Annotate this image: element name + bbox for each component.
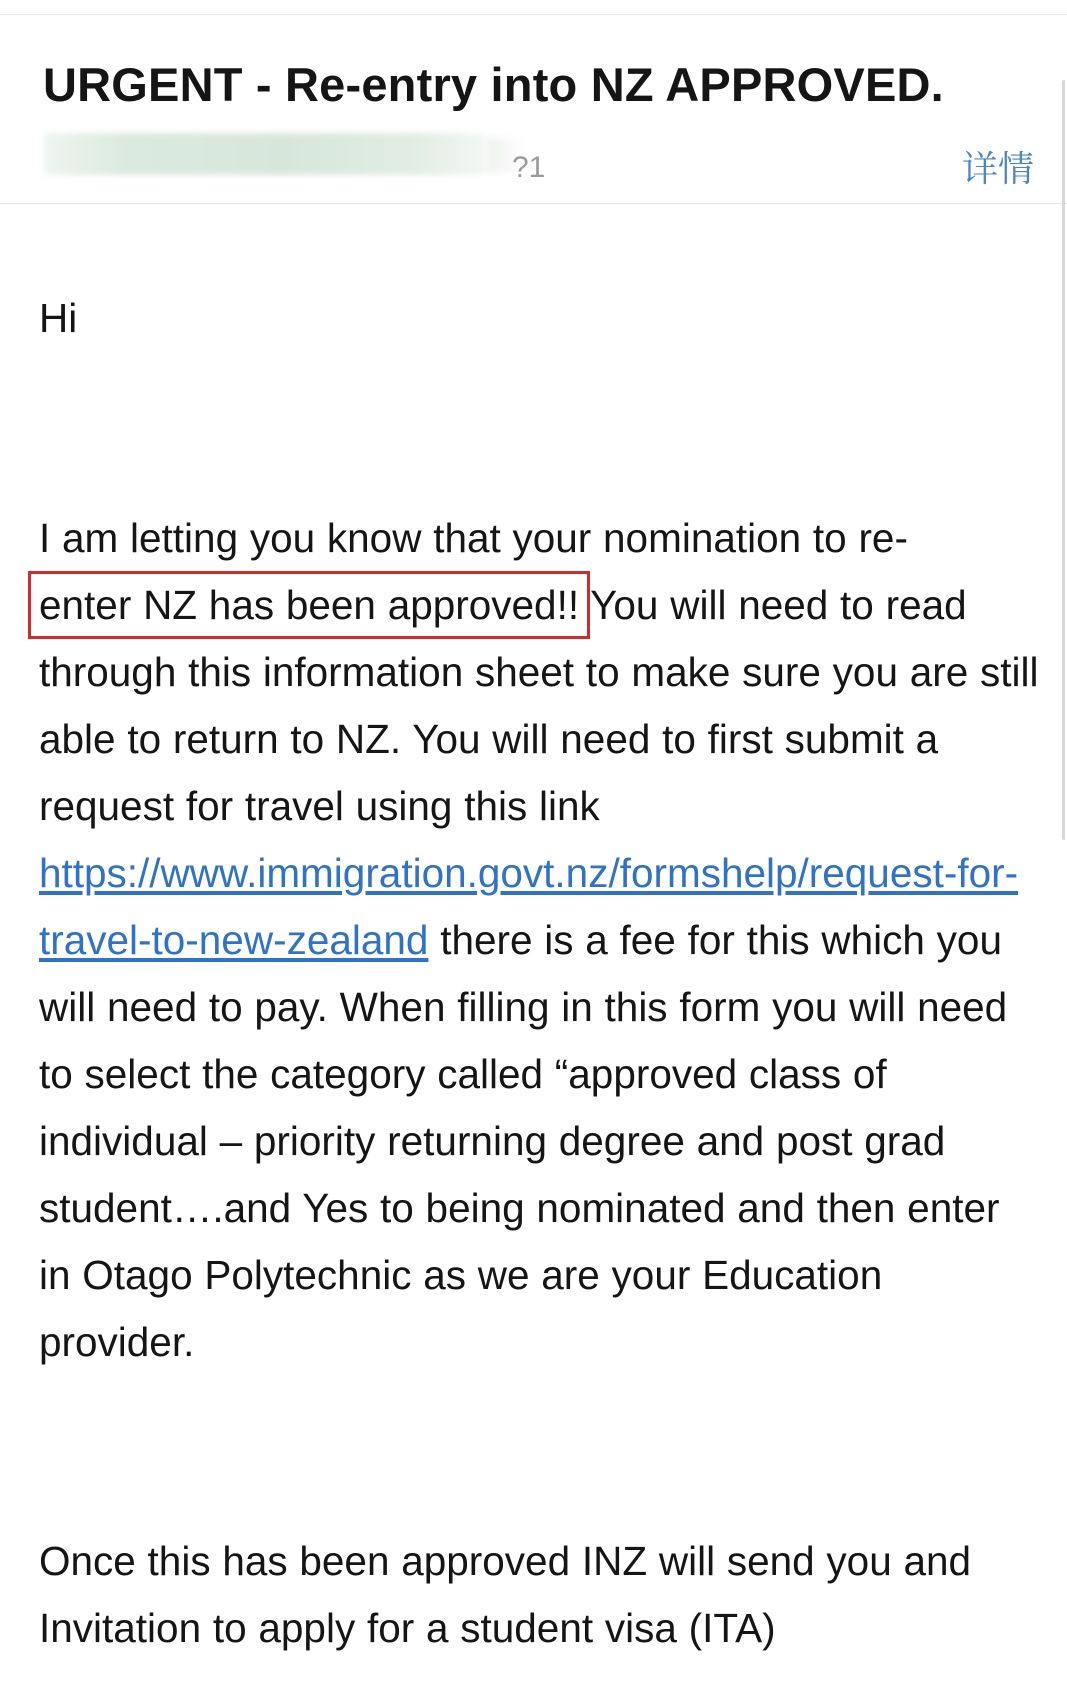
email-header bbox=[0, 15, 1067, 204]
body-paragraph-1 bbox=[39, 505, 1039, 1376]
scrollbar[interactable] bbox=[1062, 80, 1065, 840]
details-link[interactable]: 详情 bbox=[961, 149, 1034, 190]
sender-suffix: ?1 bbox=[512, 151, 546, 184]
request-for-travel-link[interactable]: https://www.immigration.govt.nz/formshelp/request-for-travel-to-new-zealand bbox=[39, 850, 1019, 963]
approval-highlight: enter NZ has been approved!! bbox=[39, 582, 580, 628]
body-paragraph-2: Once this has been approved INZ will send you and Invitation to apply for a student visa (ITA) bbox=[39, 1538, 972, 1651]
email-subject: URGENT - Re-entry into NZ APPROVED. bbox=[43, 58, 944, 111]
sender-redacted bbox=[44, 133, 484, 175]
email-body bbox=[39, 285, 1039, 1651]
paragraph-1-lead: I am letting you know that your nomination to re- bbox=[39, 515, 908, 561]
paragraph-1-trailing: there is a fee for this which you will need to pay. When filling in this form you will need to select the category called “approved class of individual – priority returning degree and post grad student….and Yes to being nominated and then enter in Otago Polytechnic as we are your Education provider. bbox=[39, 917, 1008, 1365]
paragraph-1-middle: You will need to read through this information sheet to make sure you are still able to return to NZ. You will need to first submit a request for travel using this link bbox=[39, 582, 1039, 829]
greeting: Hi bbox=[39, 295, 78, 341]
